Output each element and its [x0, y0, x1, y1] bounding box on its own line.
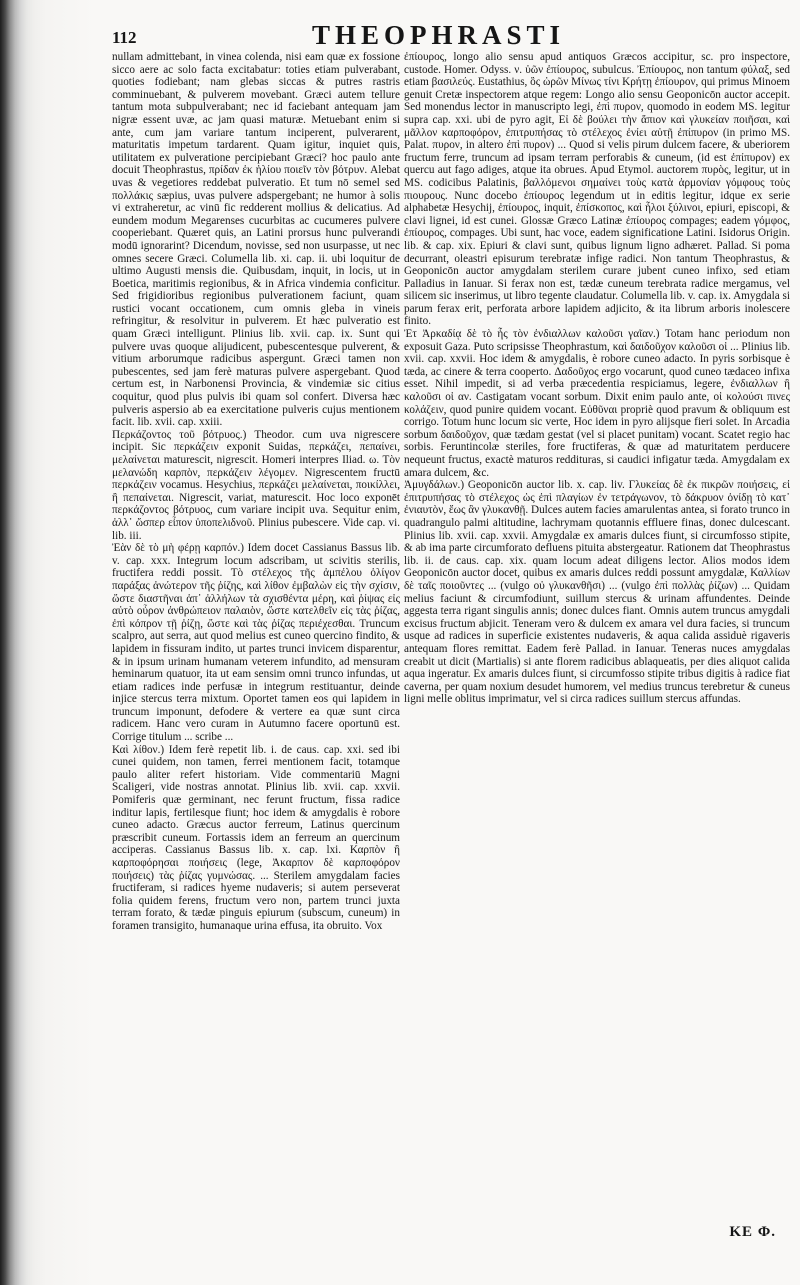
page-header [112, 18, 788, 54]
paragraph: Ἀμυγδάλων.) Geoponicōn auctor lib. x. cap. liv. Γλυκείας δὲ ἐκ πικρῶν ποιήσεις, εἰ ἐπιτρυπήσας τὸ στέλεχος ὡς ἐπὶ πλαγίων ἐν τετράγωνον, τὸ δάκρυον ὀνίδῃ τὸ κατ᾽ ἐνιαυτὸν, ἕως ἂν γλυκανθῇ. Dulces autem facies amarulentas antea, si forato trunco in quadrangulo palmi altitudine, lachrymam quotannis effluere finas, donec dulcescant. Plinius lib. xvii. cap. xxvii. Amygdalæ ex amaris dulces fiunt, si circumfosso stipite, & ab ima parte circumforato defluens pituita abstergeatur. Rationem dat Theophrastus lib. ii. de caus. cap. xix. quam locum adeat diligens lector. Alios modos idem Geoponicōn auctor docet, quibus ex amaris dulces reddi possunt amygdalæ, Καλλίων δὲ ταῖς ποιοῦντες ... (vulgo οὐ γλυκανθῆσι) ... (vulgo ἐπὶ πολλὰς ῥίζων) ... Quidam melius faciunt & circumfodiunt, suillum stercus & urinam affundentes. Deinde aggesta terra rigant singulis annis; donec dulces fiant. Omnis autem truncus amygdali excisus fructum abjicit. Teneram vero & dulcem ex amara vel dura facies, si truncum usque ad radices in superficie existentes nudaveris, & aqua calida assiduè rigaveris antequam flores remittat. Eadem ferè Pallad. in Ianuar. Teneras nuces amygdalas creabit ut dicit (Martialis) si ante florem radicibus ablaqueatis, per dies aliquot calida aqua ingeratur. Ex amaris dulces fiunt, si circumfosso stipite tribus digitis à radice fiat caverna, per quam noxium desudet humorem, vel medius truncus terebretur & cuneus ligni melle oblitus imprimatur, vel si circa radices suillum stercus affundas. [404, 479, 790, 706]
paragraph: nullam admittebant, in vinea colenda, nisi eam quæ ex fossione sicco aere ac solo facta excitabatur: toties etiam pulverabant, quoties fodiebant; nam glebas siccas & putres rastris comminuebant, & pulverem movebant. Græci autem tellure tantum mota subpulverabant; nec id faciebant antequam jam nigræ essent uvæ, ac jam quasi maturæ. Metuebant enim si ante, cum jam variare tantum inciperent, pulverarent, maturitatis impetum tardarent. Quam igitur, inquiet quis, utilitatem ex pulveratione percipiebant Græci? hoc paulo ante docuit Theophrastus, πρίδαν ἐκ ἡλίου ποιεῖν τὸν βότρυν. Alebat uvas & vegetiores reddebat pulveratio. Et tum nō semel sed πολλάκις sæpius, uvas pulvere adspergebant; ne humor à solis vi extraheretur, ac vinū fic redderent mollius & delicatius. Ad eundem modum Megarenses cucurbitas ac cucumeres pulvere cooperiebant. Quæret quis, an Latini prorsus hunc pulverandi modū ignorarint? Dicendum, novisse, sed non usurpasse, ut nec omnes secere Græci. Columella lib. xi. cap. ii. ubi loquitur de ultimo Augusti mensis die. Quibusdam, inquit, in locis, ut in Boetica, maritimis regionibus, & in Africa vindemia conficitur. Sed frigidioribus regionibus pulverationem faciunt, quam rustici vocant occationem, cum omnis gleba in vineis refringitur, & resolvitur in pulverem. Et hæc pulveratio est quam Græci intelligunt. Plinius lib. xvii. cap. ix. Sunt qui pulvere uvas quoque alijudicent, pubescentesque pulverent, & vitium arborumque radicibus aspergunt. Græci tamen non pubescentes, sed jam ferè maturas pulvere aspergebant. Quod certum est, in Narbonensi Provincia, & vindemiæ sic citius coquitur, quod plus pulvis ibi quam sol confert. Diversa hæc pulveris aspersio ab ea exercitatione pulveris cujus mentionem facit. lib. xvii. cap. xxiii. [112, 51, 400, 429]
paragraph: ἐπίουρος, longo alio sensu apud antiquos Græcos accipitur, sc. pro inspectore, custode. Homer. Odyss. ν. ὑῶν ἐπίουρος, subulcus. Ἐπίουρος, non tantum φύλαξ, sed etiam βασιλεύς. Eustathius, ὃς ὠρῶν Μίνως τίνι Κρήτῃ ἐπίουρον, qui primus Minoem genuit Cretæ inspectorem atque regem: Longo alio sensu Geoponicōn auctor accepit. Sed monendus lector in manuscripto legi, ἐπὶ πυρον, quomodo in eodem MS. legitur supra cap. xxi. ubi de pyro agit, Εἰ δὲ βούλει τὴν ἄπιον καὶ γλυκείαν ποιῆσαι, καὶ μᾶλλον καρποφόρον, ἐπιτρυπήσας τὸ στέλεχος ἐνίει αὐτῇ ἐπίπυρον (in primo MS. Palat. πυρον, in altero ἐπὶ πυρον) ... Quod si velis pirum dulcem facere, & uberiorem fructum ferre, truncum ad ipsam terram perforabis & cuneum, (id est ἐπίπυρον) ex quercu aut fago adiges, atque ita obrues. Apud Etymol. auctorem πυρὸς, legitur, ut in MS. codicibus Palatinis, βαλλόμενοι σημαίνει τοὺς κατὰ ἁρμονίαν γόμφους τοὺς πιουρους. Nunc docebo ἐπίουρος legendum ut in editis legitur, idque ex serie alphabetæ Hesychij, ἐπίουρος, inquit, ἐπίσκοπος, καὶ ἧλοι ξύλινοι, epiuri, episcopi, & clavi lignei, id est cunei. Glossæ Græco Latinæ ἐπίουρος compages; eadem γόμφος, ἐπίουρος, compages. Ubi sunt, hac voce, eadem significatione Latini. Isidorus Origin. lib. & cap. xix. Epiuri & clavi sunt, quibus lignum ligno adhæret. Pallad. Si poma decurrant, oleastri episurum terebratæ infige radici. Non tantum Theophrastus, & Geoponicōn auctor amygdalam sterilem curare jubent cuneo infixo, sed etiam Palladius in Ianuar. Si ferax non est, tædæ cuneum terebrata radice mergamus, vel silicem sic inserimus, ut libro tegente claudatur. Columella lib. v. cap. ix. Amygdala si parum ferax erit, perforata arbore lapidem adjicito, & ita librum arboris inolescere finito. [404, 51, 790, 328]
running-title: THEOPHRASTI [312, 20, 566, 50]
paragraph: Περκάζοντος τοῦ βότρυος.) Theodor. cum uva nigrescere incipit. Sic περκάζειν exponit Suidas, περκάζει, πεπαίνει, μελαίνεται maturescit, nigrescit. Homeri interpres Iliad. ω. Τὸν μελανώδη καρπὸν, περκάζειν λέγομεν. Nigrescentem fructū περκάζειν vocamus. Hesychius, περκάζει μελαίνεται, ποικίλλει, ἢ πεπαίνεται. Nigrescit, variat, maturescit. Hoc loco exponēt περκάζοντος βότρυος, cum variare incipit uva. Sequitur enim, ἀλλ᾽ ὥσπερ εἶπον ὑποπελιδνοῦ. Plinius pubescere. Vide cap. vi. lib. iii. [112, 428, 400, 542]
binding-gutter-shadow [0, 0, 95, 1285]
paragraph: Ἐτ Ἀρκαδίᾳ δὲ τὸ ἧς τὸν ἐνδιαλλων καλοῦσι γαῖαν.) Totam hanc periodum non exposuit Gaza. Puto scripsisse Theophrastum, καὶ δαιδοῦχον καλοῦσι οἱ ... Plinius lib. xvii. cap. xxvii. Hoc idem & amygdalis, è robore cuneo adacto. In pyris sorbisque è tæda, ac cinere & terra cooperto. Δαδοῦχος ergo vocarunt, quod cuneo tædaceo infixa esset. Nihil impedit, si ad verba præcedentia respiciamus, legere, ἐνδιαλλων ἢ καλοῦσι οἱ αν. Castigatam vocant sorbum. Dixit enim paulo ante, οἱ κολούσι πινες κολάζειν, quod punire quidem vocant. Εὐθῦναι propriè quod pravum & obliquum est corrigo. Totum hunc locum sic verte, Hoc idem in pyro alijsque fieri solet. In Arcadia sorbum δαιδοῦχον, quæ tædam gestat (vel si placet punitam) vocant. Scatet regio hac sorbis. Feruntincolæ steriles, fore fructiferas, & quæ ad maturitatem perducere nequeunt fructus, exactè maturos reddituras, si caudici infigatur tæda. Amygdalam ex amara dulcem, &c. [404, 328, 790, 479]
paragraph: Ἐὰν δὲ τὸ μὴ φέρῃ καρπόν.) Idem docet Cassianus Bassus lib. v. cap. xxx. Integrum locum adscribam, ut scivitis sterilis, fructifera reddi possit. Τὸ στέλεχος τῆς ἀμπέλου ὀλίγον παράξας ἀνώτερον τῆς ῥίζης, καὶ λίθον ἐμβαλὼν εἰς τὴν σχίσιν, ὥστε διαστῆναι ἀπ᾽ ἀλλήλων τὰ σχισθέντα μέρη, καὶ ῥίψας εἰς αὐτὸ οὖρον ἀνθρώπειον παλαιὸν, ὥστε κατελθεῖν εἰς τὰς ῥίζας, ἐπὶ κόπρον τῇ ῥίζῃ, ὥστε καὶ τὰς ῥίζας περιέχεσθαι. Truncum scalpro, aut serra, aut quod melius est cuneo quercino findito, & lapidem in fissuram indito, ut partes trunci invicem disparentur, & in ipsum urinam humanam veterem infundito, ad mensuram heminarum quatuor, ita ut eam sensim omni trunco infundas, ut etiam radices inde perfusæ in integrum restituantur, deinde injice stercus terra mixtum. Oportet tamen eos qui lapidem in truncum imponunt, defodere & vertere ea quæ sunt circa radicem. Hanc vero curam in Autumno facere oportunū est. Corrige titulum ... scribe ... [112, 542, 400, 744]
page-number: 112 [112, 28, 137, 47]
right-column [404, 51, 790, 1210]
paragraph: Καὶ λίθον.) Idem ferè repetit lib. i. de caus. cap. xxi. sed ibi cunei quidem, non tamen, ferrei mentionem facit, totamque paulo aliter refert historiam. Vide commentariū Magni Scaligeri, vide nostras annotat. Plinius lib. xvii. cap. xxvii. Pomiferis quæ germinant, nec ferunt fructum, fissa radice inditur lapis, fertilesque fiunt; hoc idem & amygdalis è robore cuneo adacto. Græcus auctor ferreum, Latinus quercinum præscribit cuneum. Fortassis idem an ferreum an quercinum acciperas. Cassianus Bassus lib. x. cap. lxi. Καρπὸν ἢ καρποφόρησαι ποιήσεις (lege, Ἀκαρπον δὲ καρποφόρον ποιήσεις) τὰς ῥίζας γυμνώσας. ... Sterilem amygdalam facies fructiferam, si radices hyeme nudaveris; si autem perseverat folia quidem ferens, fructum vero non, partem trunci juxta terram forato, & tædæ pinguis epiurum (subscum, cuneum) in foramen transigito, humanaque urina effusa, ita obruito. Vox [112, 743, 400, 932]
catchword: ΚΕ Φ. [729, 1224, 776, 1240]
left-column [112, 51, 400, 1210]
